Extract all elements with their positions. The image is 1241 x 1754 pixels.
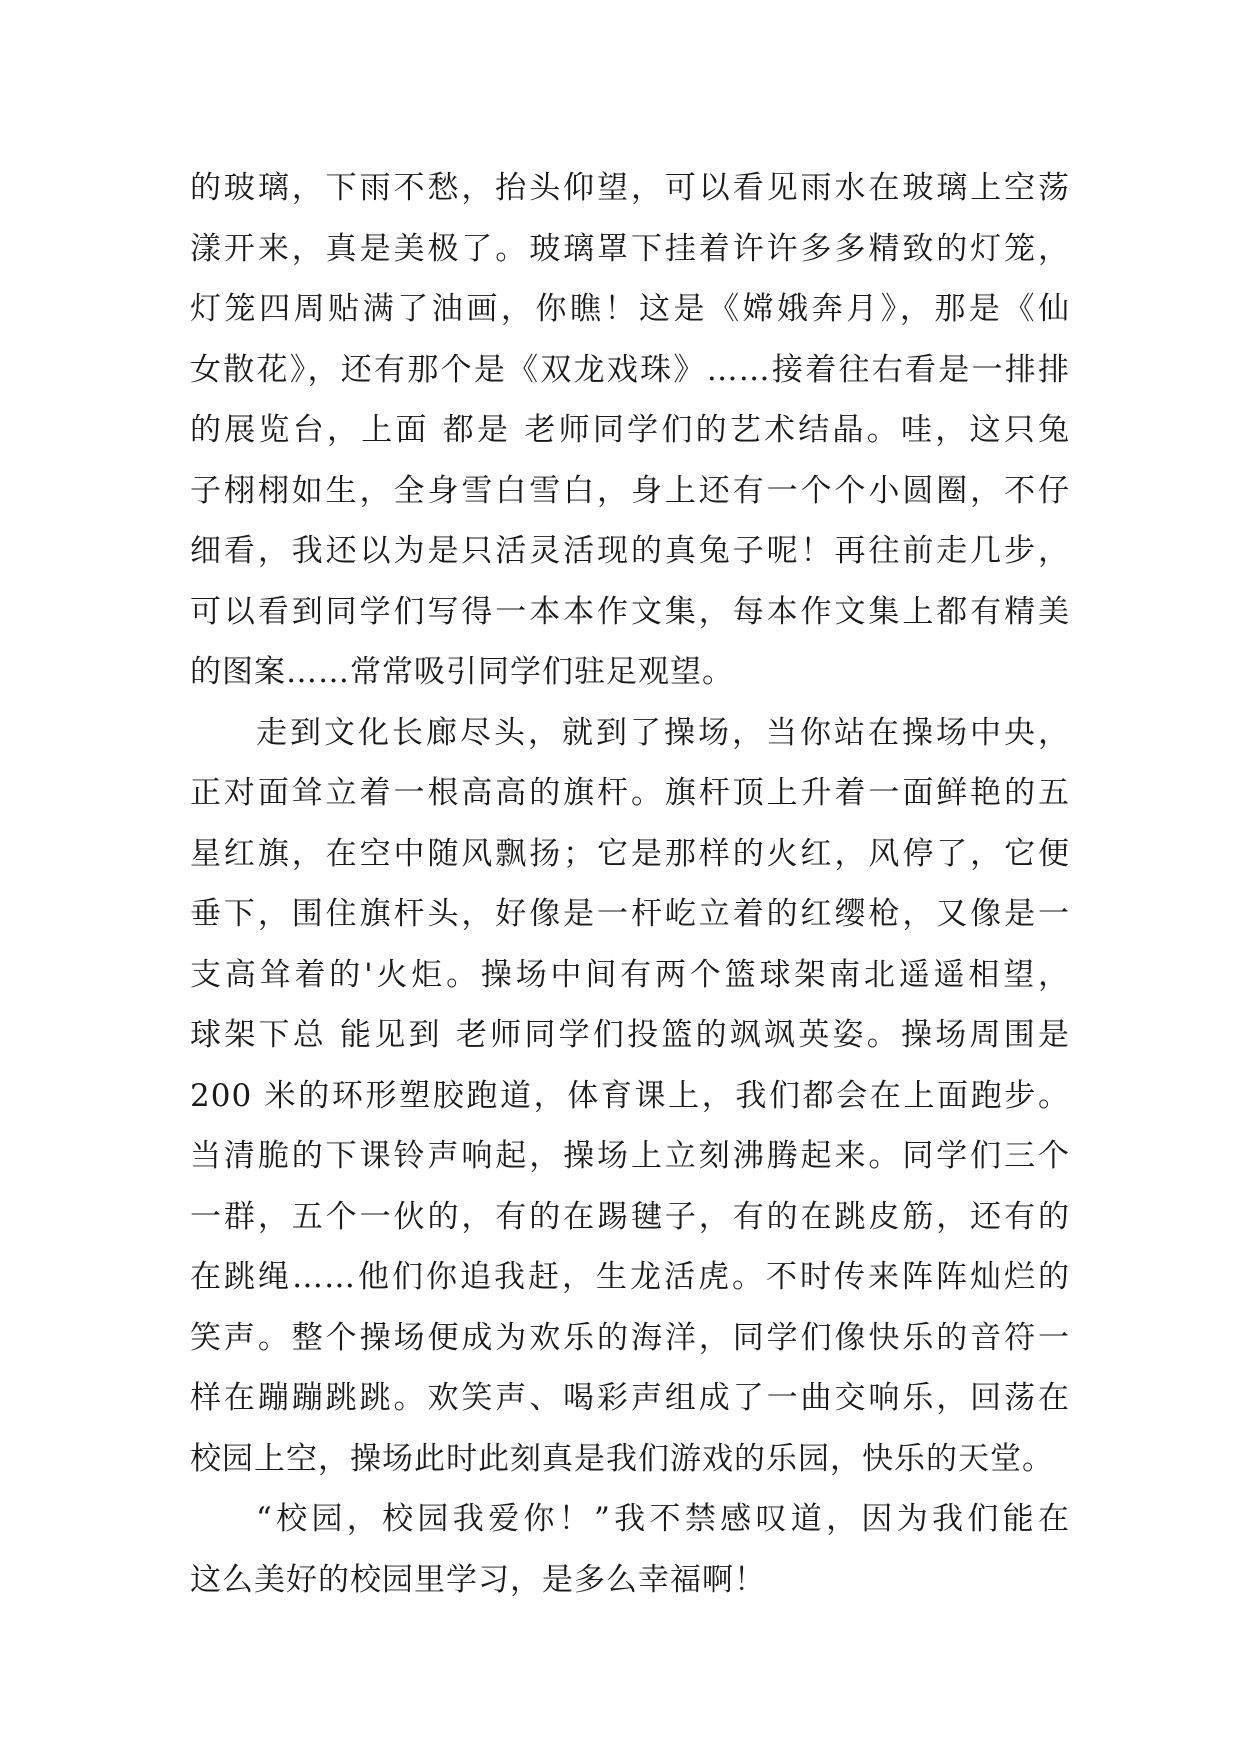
text-line: 笑声。整个操场便成为欢乐的海洋，同学们像快乐的音符一 [190, 1319, 1070, 1356]
text-line: 这么美好的校园里学习，是多么幸福啊！ [190, 1561, 766, 1598]
paragraph-start-line: 走到文化长廊尽头，就到了操场，当你站在操场中央， [256, 714, 1070, 751]
text-line: 女散花》，还有那个是《双龙戏珠》……接着往右看是一排排 [190, 351, 1070, 388]
text-line: 可以看到同学们写得一本本作文集，每本作文集上都有精美 [190, 593, 1070, 630]
text-line: 校园上空，操场此时此刻真是我们游戏的乐园，快乐的天堂。 [190, 1440, 1054, 1477]
text-line: 灯笼四周贴满了油画，你瞧！这是《嫦娥奔月》，那是《仙 [190, 291, 1070, 327]
text-line: 正对面耸立着一根高高的旗杆。旗杆顶上升着一面鲜艳的五 [190, 775, 1070, 811]
text-line: 在跳绳……他们你追我赶，生龙活虎。不时传来阵阵灿烂的 [190, 1259, 1070, 1295]
text-line: 的展览台，上面 都是 老师同学们的艺术结晶。哇，这只兔 [190, 412, 1070, 448]
text-line: 一群，五个一伙的，有的在踢毽子，有的在跳皮筋，还有的 [190, 1198, 1070, 1235]
text-line: 漾开来，真是美极了。玻璃罩下挂着许许多多精致的灯笼， [190, 230, 1070, 267]
paragraph-start-line: “校园，校园我爱你！”我不禁感叹道，因为我们能在 [256, 1501, 1070, 1537]
text-line: 的图案……常常吸引同学们驻足观望。 [190, 654, 734, 690]
essay-text [190, 158, 1070, 1610]
text-line: 当清脆的下课铃声响起，操场上立刻沸腾起来。同学们三个 [190, 1138, 1070, 1174]
text-line: 支高耸着的'火炬。操场中间有两个篮球架南北遥遥相望， [190, 956, 1070, 993]
text-line: 星红旗，在空中随风飘扬；它是那样的火红，风停了，它便 [190, 835, 1070, 872]
text-line: 200 米的环形塑胶跑道，体育课上，我们都会在上面跑步。 [190, 1077, 1070, 1114]
text-line: 子栩栩如生，全身雪白雪白，身上还有一个个小圆圈，不仔 [190, 472, 1070, 509]
text-line: 垂下，围住旗杆头，好像是一杆屹立着的红缨枪，又像是一 [190, 896, 1070, 932]
text-line: 的玻璃，下雨不愁，抬头仰望，可以看见雨水在玻璃上空荡 [190, 170, 1070, 206]
text-line: 球架下总 能见到 老师同学们投篮的飒飒英姿。操场周围是 [190, 1017, 1070, 1053]
text-line: 样在蹦蹦跳跳。欢笑声、喝彩声组成了一曲交响乐，回荡在 [190, 1380, 1070, 1416]
text-line: 细看，我还以为是只活灵活现的真兔子呢！再往前走几步， [190, 533, 1070, 569]
